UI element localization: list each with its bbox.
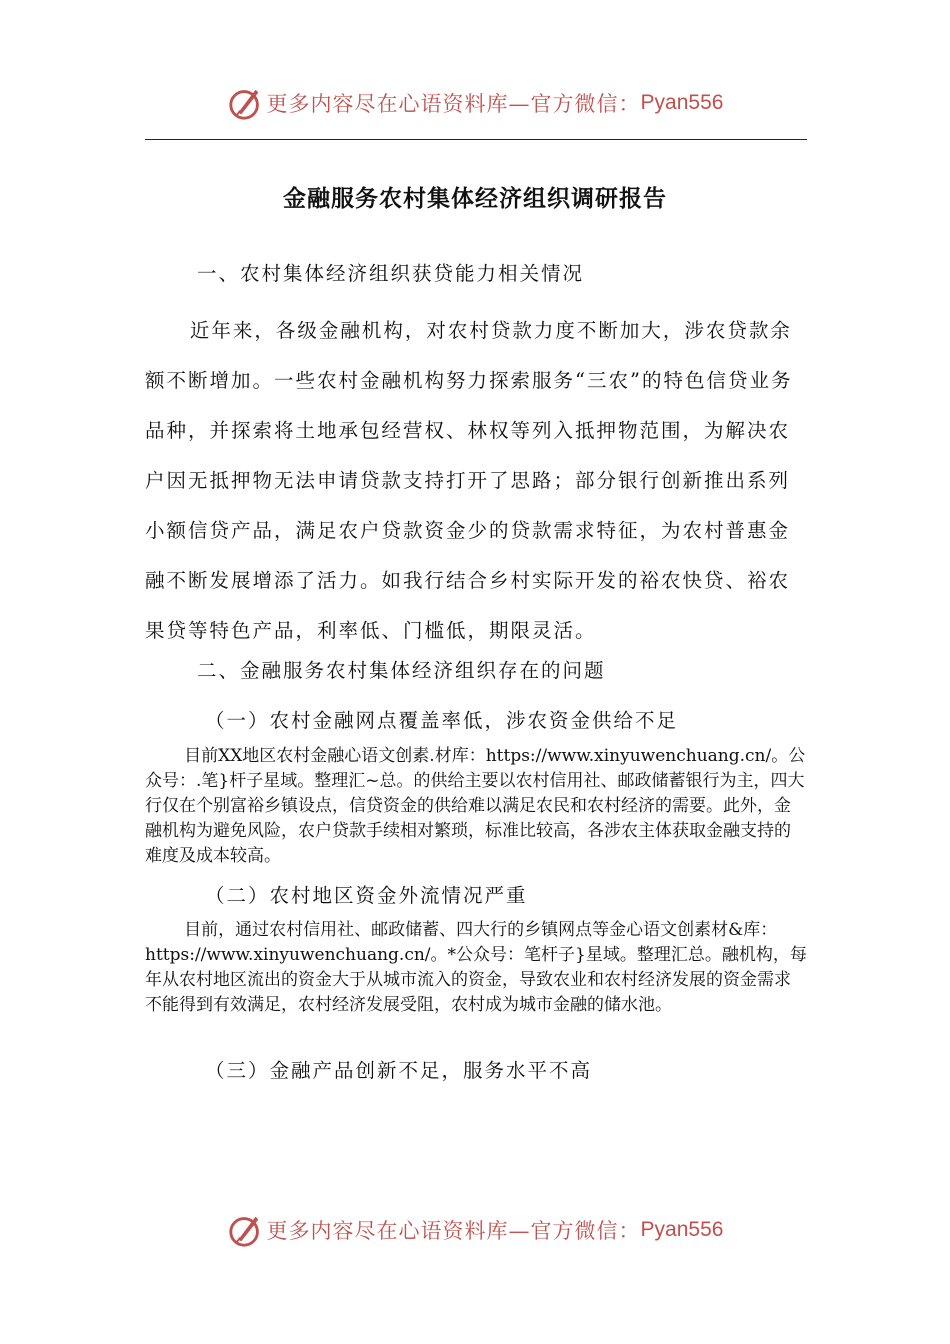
- section1-heading: 一、农村集体经济组织获贷能力相关情况: [197, 262, 585, 285]
- section2-heading: 二、金融服务农村集体经济组织存在的问题: [197, 659, 606, 682]
- quill-logo-icon: [227, 84, 265, 122]
- quill-logo-icon: [227, 1211, 265, 1249]
- footer-banner-id: Pyan556: [640, 1218, 724, 1241]
- footer-banner-text: 更多内容尽在心语资料库—官方微信：: [266, 1219, 641, 1243]
- subsection1-paragraph: 目前XX地区农村金融心语文创素.材库：https://www.xinyuwenchuang.cn/。公众号：.笔}杆子星域。整理汇~总。的供给主要以农村信用社、邮政储蓄银行为主，四大行仅在个别富裕乡镇设点，信贷资金的供给难以满足农民和农村经济的需要。此外，金融机构为避免风险，农户贷款手续相对繁琐，标准比较高，各涉农主体获取金融支持的难度及成本较高。: [145, 746, 806, 866]
- header-banner-text: 更多内容尽在心语资料库—官方微信：: [266, 92, 641, 116]
- header-banner-id: Pyan556: [640, 91, 724, 114]
- header-banner: [0, 80, 950, 126]
- document-title: 金融服务农村集体经济组织调研报告: [283, 185, 667, 212]
- header-divider: [145, 139, 807, 140]
- subsection2-paragraph: 目前，通过农村信用社、邮政储蓄、四大行的乡镇网点等金心语文创素材&库：https://www.xinyuwenchuang.cn/。*公众号：笔杆子}星域。整理汇总。融机构，每年从农村地区流出的资金大于从城市流入的资金，导致农业和农村经济发展的资金需求不能得到有效满足，农村经济发展受阻，农村成为城市金融的储水池。: [145, 920, 807, 1015]
- subsection3-heading: （三）金融产品创新不足，服务水平不高: [205, 1059, 593, 1082]
- footer-banner: [0, 1207, 950, 1253]
- subsection1-heading: （一）农村金融网点覆盖率低，涉农资金供给不足: [205, 709, 679, 732]
- subsection2-heading: （二）农村地区资金外流情况严重: [205, 884, 528, 907]
- section1-paragraph: 近年来，各级金融机构，对农村贷款力度不断加大，涉农贷款余额不断增加。一些农村金融机构努力探索服务“三农”的特色信贷业务品种，并探索将土地承包经营权、林权等列入抵押物范围，为解决农户因无抵押物无法申请贷款支持打开了思路；部分银行创新推出系列小额信贷产品，满足农户贷款资金少的贷款需求特征，为农村普惠金融不断发展增添了活力。如我行结合乡村实际开发的裕农快贷、裕农果贷等特色产品，利率低、门槛低，期限灵活。: [145, 319, 793, 642]
